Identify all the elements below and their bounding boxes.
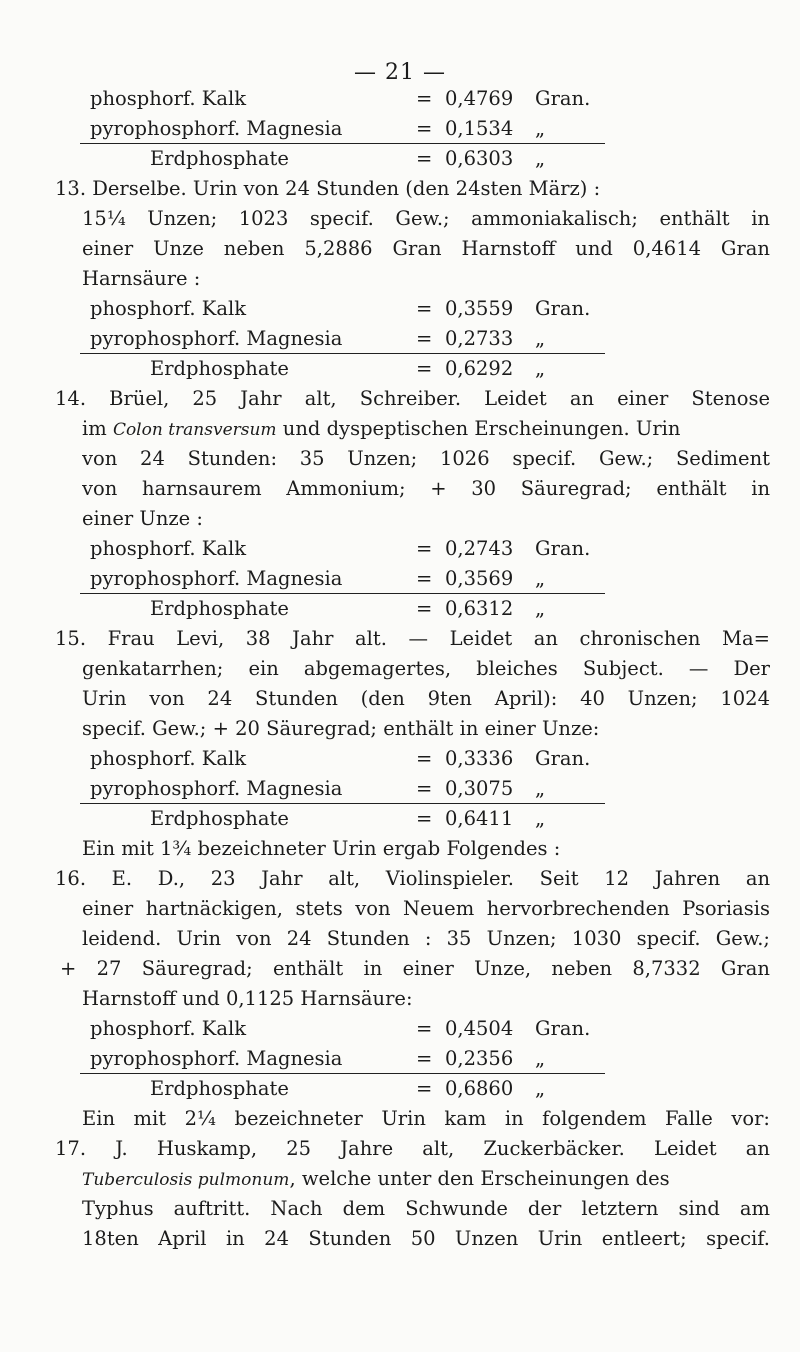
table-row-total <box>90 144 610 174</box>
equals-sign: = <box>416 597 433 620</box>
case14-line-2c: und dyspeptischen Erscheinungen. Urin <box>282 417 681 440</box>
row-label: phosphorf. Kalk <box>90 537 247 560</box>
table-row <box>90 564 610 594</box>
equals-sign: = <box>416 327 433 350</box>
row-label: pyrophosphorf. Magnesia <box>90 327 343 350</box>
row-unit: „ <box>535 807 546 830</box>
case14-line-2a: im <box>82 417 107 440</box>
case15-after: Ein mit 1¾ bezeichneter Urin ergab Folgendes : <box>82 837 561 860</box>
case17-line-1: 17. J. Huskamp, 25 Jahre alt, Zuckerbäcker. Leidet an <box>55 1137 770 1160</box>
table-row-total <box>90 594 610 624</box>
table-row <box>90 1044 610 1074</box>
row-label: pyrophosphorf. Magnesia <box>90 777 343 800</box>
row-value: 0,3336 <box>445 747 514 770</box>
equals-sign: = <box>416 807 433 830</box>
row-value: 0,3569 <box>445 567 514 590</box>
row-value: 0,3075 <box>445 777 514 800</box>
row-value: 0,6860 <box>445 1077 514 1100</box>
row-label: Erdphosphate <box>150 147 289 170</box>
row-unit: „ <box>535 1077 546 1100</box>
equals-sign: = <box>416 1077 433 1100</box>
equals-sign: = <box>416 567 433 590</box>
case13-line-3: einer Unze neben 5,2886 Gran Harnstoff und 0,4614 Gran <box>82 237 770 260</box>
row-label: phosphorf. Kalk <box>90 297 247 320</box>
table-row <box>90 294 610 324</box>
equals-sign: = <box>416 1017 433 1040</box>
equals-sign: = <box>416 537 433 560</box>
row-unit: Gran. <box>535 297 591 320</box>
table-row <box>90 774 610 804</box>
latin-term: Colon transversum <box>112 420 277 440</box>
row-label: pyrophosphorf. Magnesia <box>90 117 343 140</box>
row-value: 0,6292 <box>445 357 514 380</box>
case17-line-3: Typhus auftritt. Nach dem Schwunde der letztern sind am <box>82 1197 770 1220</box>
row-label: phosphorf. Kalk <box>90 87 247 110</box>
table-row-total <box>90 1074 610 1104</box>
row-label: phosphorf. Kalk <box>90 1017 247 1040</box>
table-row <box>90 744 610 774</box>
row-unit: Gran. <box>535 747 591 770</box>
case17-line-4: 18ten April in 24 Stunden 50 Unzen Urin entleert; specif. <box>82 1227 770 1250</box>
row-value: 0,6312 <box>445 597 514 620</box>
case17-line-2 <box>82 1164 770 1195</box>
table-row-total <box>90 804 610 834</box>
table-row <box>90 1014 610 1044</box>
row-unit: „ <box>535 777 546 800</box>
row-label: Erdphosphate <box>150 1077 289 1100</box>
case14-line-5: einer Unze : <box>82 507 203 530</box>
case13-line-2: 15¼ Unzen; 1023 specif. Gew.; ammoniakalisch; enthält in <box>82 207 770 230</box>
case14-line-1: 14. Brüel, 25 Jahr alt, Schreiber. Leidet an einer Stenose <box>55 387 770 410</box>
row-value: 0,4769 <box>445 87 514 110</box>
row-value: 0,1534 <box>445 117 514 140</box>
row-label: pyrophosphorf. Magnesia <box>90 567 343 590</box>
row-label: pyrophosphorf. Magnesia <box>90 1047 343 1070</box>
case17-line-2b: , welche unter den Erscheinungen des <box>289 1167 670 1190</box>
equals-sign: = <box>416 1047 433 1070</box>
case15-line-2: genkatarrhen; ein abgemagertes, bleiches Subject. — Der <box>82 657 770 680</box>
case15-line-4: specif. Gew.; + 20 Säuregrad; enthält in einer Unze: <box>82 717 600 740</box>
case13-line-4: Harnsäure : <box>82 267 201 290</box>
row-value: 0,6303 <box>445 147 514 170</box>
case14-line-3: von 24 Stunden: 35 Unzen; 1026 specif. Gew.; Sediment <box>82 447 770 470</box>
table-row-total <box>90 354 610 384</box>
case16-line-4: + 27 Säuregrad; enthält in einer Unze, neben 8,7332 Gran <box>60 957 770 980</box>
table-row <box>90 114 610 144</box>
case15-line-1: 15. Frau Levi, 38 Jahr alt. — Leidet an chronischen Ma= <box>55 627 770 650</box>
case13-line-1: 13. Derselbe. Urin von 24 Stunden (den 24sten März) : <box>55 177 601 200</box>
table-row <box>90 84 610 114</box>
equals-sign: = <box>416 747 433 770</box>
row-unit: „ <box>535 567 546 590</box>
case15-line-3: Urin von 24 Stunden (den 9ten April): 40 Unzen; 1024 <box>82 687 770 710</box>
case14-line-4: von harnsaurem Ammonium; + 30 Säuregrad; enthält in <box>82 477 770 500</box>
row-unit: Gran. <box>535 537 591 560</box>
equals-sign: = <box>416 777 433 800</box>
row-unit: „ <box>535 597 546 620</box>
case16-line-3: leidend. Urin von 24 Stunden : 35 Unzen; 1030 specif. Gew.; <box>82 927 770 950</box>
row-unit: „ <box>535 147 546 170</box>
equals-sign: = <box>416 357 433 380</box>
row-unit: „ <box>535 1047 546 1070</box>
row-label: phosphorf. Kalk <box>90 747 247 770</box>
row-unit: „ <box>535 327 546 350</box>
case14-line-2 <box>82 414 770 445</box>
page-number: — 21 — <box>354 60 446 85</box>
equals-sign: = <box>416 87 433 110</box>
row-label: Erdphosphate <box>150 357 289 380</box>
case16-line-1: 16. E. D., 23 Jahr alt, Violinspieler. Seit 12 Jahren an <box>55 867 770 890</box>
equals-sign: = <box>416 147 433 170</box>
row-value: 0,6411 <box>445 807 514 830</box>
row-value: 0,2743 <box>445 537 514 560</box>
row-unit: „ <box>535 117 546 140</box>
row-label: Erdphosphate <box>150 597 289 620</box>
row-value: 0,2356 <box>445 1047 514 1070</box>
case16-line-2: einer hartnäckigen, stets von Neuem hervorbrechenden Psoriasis <box>82 897 770 920</box>
table-row <box>90 324 610 354</box>
row-unit: „ <box>535 357 546 380</box>
row-value: 0,4504 <box>445 1017 514 1040</box>
row-unit: Gran. <box>535 1017 591 1040</box>
case16-after: Ein mit 2¼ bezeichneter Urin kam in folgendem Falle vor: <box>82 1107 770 1130</box>
row-label: Erdphosphate <box>150 807 289 830</box>
case16-line-5: Harnstoff und 0,1125 Harnsäure: <box>82 987 413 1010</box>
equals-sign: = <box>416 297 433 320</box>
table-row <box>90 534 610 564</box>
row-unit: Gran. <box>535 87 591 110</box>
latin-term: Tuberculosis pulmonum <box>82 1170 290 1190</box>
row-value: 0,2733 <box>445 327 514 350</box>
row-value: 0,3559 <box>445 297 514 320</box>
equals-sign: = <box>416 117 433 140</box>
